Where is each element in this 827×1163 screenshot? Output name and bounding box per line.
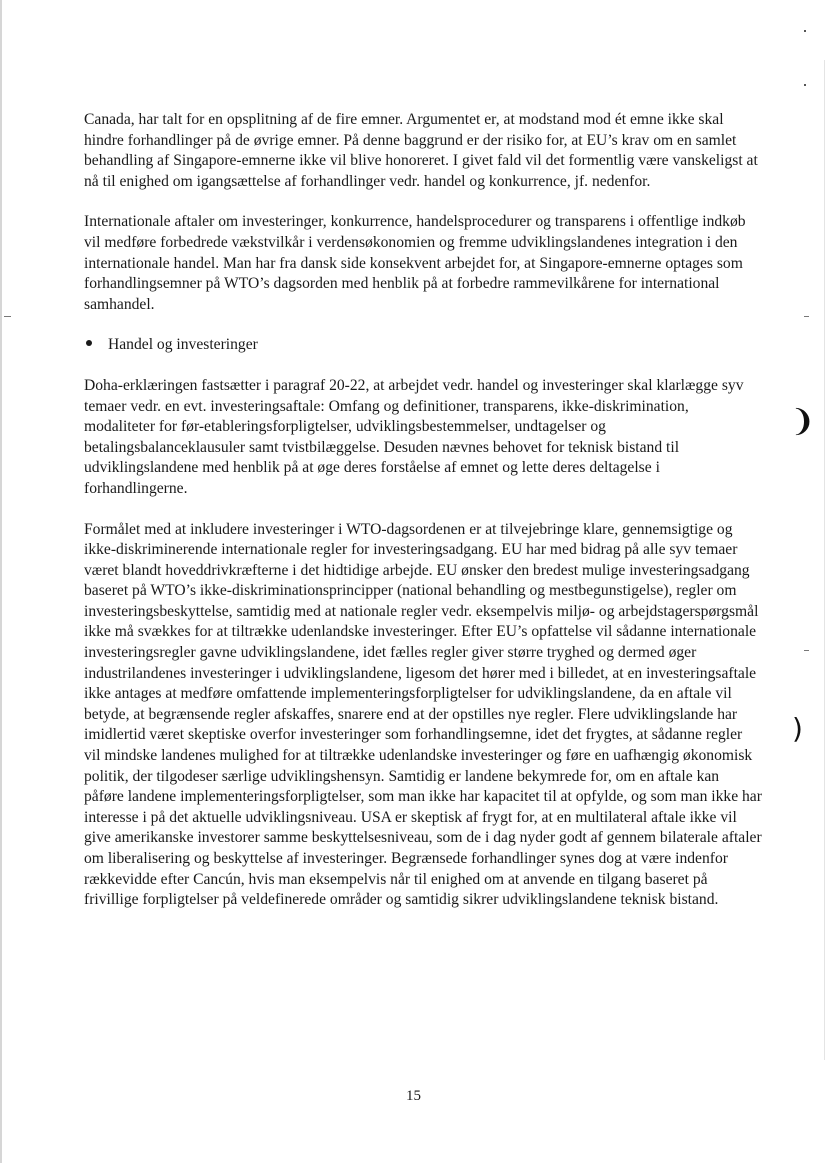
section-heading: Handel og investeringer (108, 336, 258, 354)
scan-edge-right (824, 60, 825, 1060)
page-number: 15 (406, 1088, 421, 1104)
margin-tick-left (4, 316, 11, 317)
margin-tick-right (804, 316, 809, 317)
document-page (84, 110, 762, 931)
body-paragraph: Canada, har talt for en opsplitning af de fire emner. Argumentet er, at modstand mod ét emne ikke skal hindre forhandlinger på de øvrige emner. På denne baggrund er der risiko for, at EU’s krav om en samlet behandling af Singapore-emnerne ikke vil blive honoreret. I givet fald vil det formentlig være vanskeligst at nå til enighed om igangsættelse af forhandlinger vedr. handel og konkurrence, jf. nedenfor. (84, 111, 758, 190)
section-bullet (84, 335, 762, 356)
punch-hole-mark-icon: ) (792, 712, 803, 745)
margin-tick-right (804, 650, 809, 651)
bullet-icon (86, 340, 92, 346)
punch-hole-mark-icon: ❩ (790, 404, 816, 439)
body-paragraph: Doha-erklæringen fastsætter i paragraf 20-22, at arbejdet vedr. handel og investeringer skal klarlægge syv temaer vedr. en evt. investeringsaftale: Omfang og definitioner, transparens, ikke-diskrimination, modaliteter for før-etableringsforpligtelser, udviklingsbestemmelser, undtagelser og betalingsbalanceklausuler samt tvistbilæggelse. Desuden nævnes behovet for teknisk bistand til udviklingslandene med henblik på at øge deres forståelse af emnet og lette deres deltagelse i forhandlingerne. (84, 376, 744, 497)
scan-speck (804, 30, 806, 32)
scan-edge-left (0, 0, 2, 1163)
scan-speck (804, 84, 806, 86)
body-paragraph: Internationale aftaler om investeringer, konkurrence, handelsprocedurer og transparens i offentlige indkøb vil medføre forbedrede vækstvilkår i verdensøkonomien og fremme udviklingslandenes integration i den internationale handel. Man har fra dansk side konsekvent arbejdet for, at Singapore-emnerne optages som forhandlingsemner på WTO’s dagsorden med henblik på at forbedre rammevilkårene for international samhandel. (84, 213, 746, 313)
body-paragraph: Formålet med at inkludere investeringer i WTO-dagsordenen er at tilvejebringe klare, gennemsigtige og ikke-diskriminerende internationale regler for investeringsadgang. EU har med bidrag på alle syv temaer været blandt hoveddrivkræfterne i det hidtidige arbejde. EU ønsker den bredest mulige investeringsadgang baseret på WTO’s ikke-diskriminationsprincipper (national behandling og mestbegunstigelse), regler om investeringsbeskyttelse, samtidig med at nationale regler vedr. eksempelvis miljø- og arbejdstagerspørgsmål ikke må svækkes for at tiltrække udenlandske investeringer. Efter EU’s opfattelse vil sådanne internationale investeringsregler gavne udviklingslandene, idet fælles regler giver større tryghed og dermed øger industrilandenes investeringer i udviklingslandene, ligesom det hører med i billedet, at en investeringsaftale ikke antages at medføre omfattende implementeringsforpligtelser for udviklingslandene, da en aftale vil betyde, at begrænsende regler afskaffes, snarere end at der opstilles nye regler. Flere udviklingslande har imidlertid været skeptiske overfor investeringer som forhandlingsemne, idet det frygtes, at sådanne regler vil mindske landenes mulighed for at tiltrække udenlandske investeringer og føre en uafhængig økonomisk politik, der tilgodeser særlige udviklingshensyn. Samtidig er landene bekymrede for, om en aftale kan påføre landene implementeringsforpligtelser, som man ikke har kapacitet til at opfylde, og som man ikke har interesse i på det aktuelle udviklingsniveau. USA er skeptisk af frygt for, at en multilateral aftale ikke vil give amerikanske investorer samme beskyttelsesniveau, som de i dag nyder godt af gennem bilaterale aftaler om liberalisering og beskyttelse af investeringer. Begrænsede forhandlinger synes dog at være indenfor rækkevidde efter Cancún, hvis man eksempelvis når til enighed om at anvende en tilgang baseret på frivillige forpligtelser på veldefinerede områder og samtidig sikrer udviklingslandene teknisk bistand. (84, 520, 762, 909)
